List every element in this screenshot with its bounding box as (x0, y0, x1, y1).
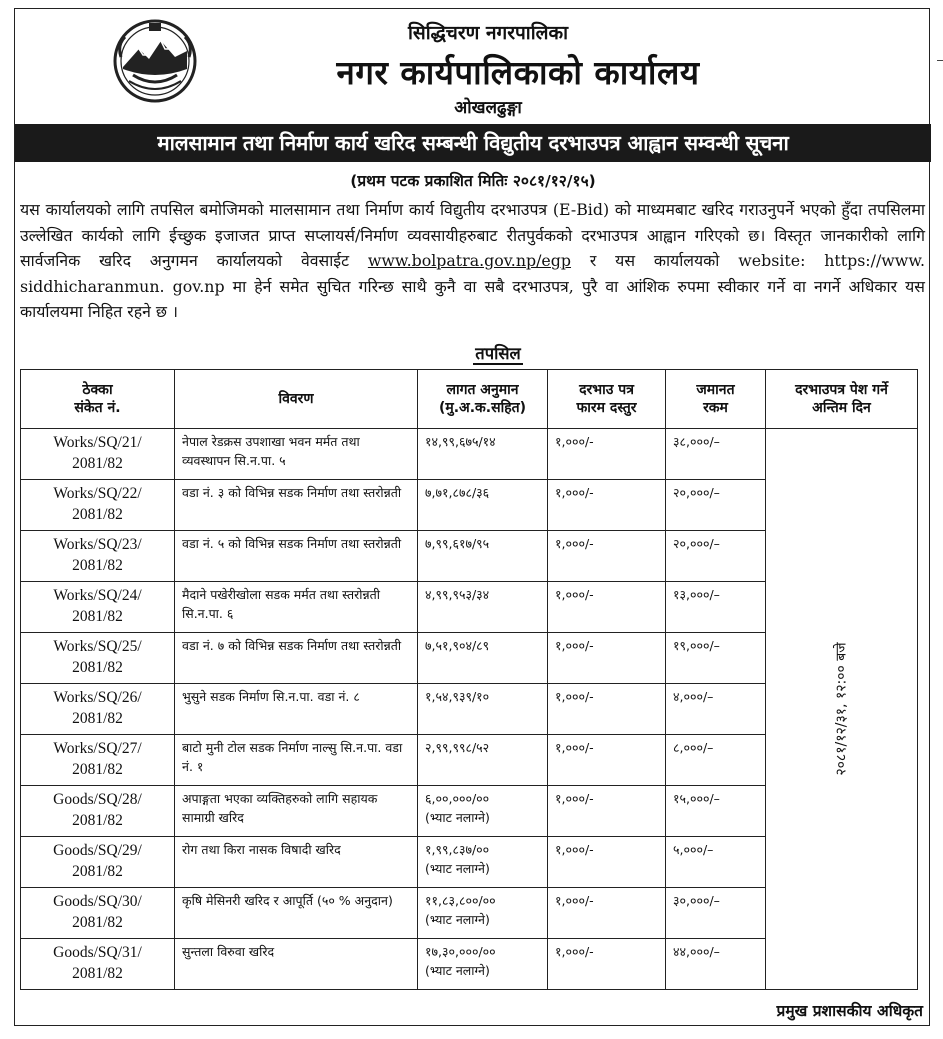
header-contract-code: ठेक्का संकेत नं. (21, 370, 175, 429)
bid-bond-cell: ८,०००/– (666, 735, 766, 786)
page-edge-mark (937, 60, 943, 61)
publish-date: (प्रथम पटक प्रकाशित मितिः २०८१/१२/१५) (350, 172, 596, 190)
contract-code-cell: Goods/SQ/28/ 2081/82 (21, 786, 175, 837)
bid-bond-cell: १५,०००/– (666, 786, 766, 837)
notice-title: मालसामान तथा निर्माण कार्य खरिद सम्बन्धी विद्युतीय दरभाउपत्र आह्वान सम्वन्धी सूचना (15, 124, 931, 162)
description-cell: मैदाने पखेरीखोला सडक मर्मत तथा स्तरोन्नती सि.न.पा. ६ (175, 582, 418, 633)
bid-bond-cell: ४,०००/– (666, 684, 766, 735)
letterhead (15, 9, 931, 121)
description-cell: कृषि मेसिनरी खरिद र आपूर्ति (५० % अनुदान) (175, 888, 418, 939)
description-cell: सुन्तला विरुवा खरिद (175, 939, 418, 990)
contract-code-cell: Works/SQ/21/ 2081/82 (21, 429, 175, 480)
cost-estimate-cell: १,९९,८३७/०० (भ्याट नलाग्ने) (418, 837, 548, 888)
cost-estimate-cell: ७,७१,८७८/३६ (418, 480, 548, 531)
bid-form-fee-cell: १,०००/- (548, 786, 666, 837)
office-title: नगर कार्यपालिकाको कार्यालय (336, 53, 700, 92)
bolpatra-link[interactable]: www.bolpatra.gov.np/egp (367, 251, 572, 270)
notice-body (20, 197, 925, 325)
contract-code-cell: Goods/SQ/31/ 2081/82 (21, 939, 175, 990)
header-bid-form-fee: दरभाउ पत्र फारम दस्तुर (548, 370, 666, 429)
contract-code-cell: Works/SQ/22/ 2081/82 (21, 480, 175, 531)
location-name: ओखलढुङ्गा (454, 98, 522, 118)
bid-bond-cell: ३८,०००/– (666, 429, 766, 480)
cost-estimate-cell: २,९९,९९८/५२ (418, 735, 548, 786)
deadline-cell (766, 429, 918, 990)
cost-estimate-cell: ६,००,०००/०० (भ्याट नलाग्ने) (418, 786, 548, 837)
description-cell: अपाङ्गता भएका व्यक्तिहरुको लागि सहायक सामाग्री खरिद (175, 786, 418, 837)
bid-form-fee-cell: १,०००/- (548, 480, 666, 531)
body-text-part2: र यस कार्यालयको website: https://www. siddhicharanmun. gov.np मा हेर्न समेत सुचित गरिन्छ साथै कुनै वा सबै दरभाउपत्र, पुरै वा आंशिक रुपमा स्वीकार गर्ने वा नगर्ने अधिकार यस कार्यालयमा निहित रहने छ । (20, 251, 925, 321)
table-header-row (21, 370, 918, 429)
cost-estimate-cell: ७,५१,९०४/८९ (418, 633, 548, 684)
header-description: विवरण (175, 370, 418, 429)
contract-code-cell: Goods/SQ/29/ 2081/82 (21, 837, 175, 888)
cost-estimate-cell: ४,९९,९५३/३४ (418, 582, 548, 633)
contract-code-cell: Works/SQ/25/ 2081/82 (21, 633, 175, 684)
bid-form-fee-cell: १,०००/- (548, 429, 666, 480)
header-deadline: दरभाउपत्र पेश गर्ने अन्तिम दिन (766, 370, 918, 429)
contract-code-cell: Goods/SQ/30/ 2081/82 (21, 888, 175, 939)
bid-form-fee-cell: १,०००/- (548, 735, 666, 786)
bid-form-fee-cell: १,०००/- (548, 582, 666, 633)
bid-form-fee-cell: १,०००/- (548, 939, 666, 990)
bid-bond-cell: २०,०००/– (666, 531, 766, 582)
description-cell: रोग तथा किरा नासक विषादी खरिद (175, 837, 418, 888)
contract-code-cell: Works/SQ/26/ 2081/82 (21, 684, 175, 735)
cost-estimate-cell: ७,९९,६१७/९५ (418, 531, 548, 582)
table-row (21, 429, 918, 480)
municipality-name: सिद्धिचरण नगरपालिका (407, 22, 569, 44)
bid-form-fee-cell: १,०००/- (548, 531, 666, 582)
bid-form-fee-cell: १,०००/- (548, 633, 666, 684)
header-cost-estimate: लागत अनुमान (मु.अ.क.सहित) (418, 370, 548, 429)
bid-form-fee-cell: १,०००/- (548, 888, 666, 939)
deadline-text: २०८१/१२/३१, १२:०० बजे (833, 642, 849, 776)
description-cell: नेपाल रेडक्रस उपशाखा भवन मर्मत तथा व्यवस्थापन सि.न.पा. ५ (175, 429, 418, 480)
contract-code-cell: Works/SQ/24/ 2081/82 (21, 582, 175, 633)
bid-bond-cell: ५,०००/– (666, 837, 766, 888)
cost-estimate-cell: १४,९९,६७५/१४ (418, 429, 548, 480)
description-cell: वडा नं. ३ को विभिन्न सडक निर्माण तथा स्तरोन्नती (175, 480, 418, 531)
cost-estimate-cell: १,५४,९३९/१० (418, 684, 548, 735)
description-cell: वडा नं. ७ को विभिन्न सडक निर्माण तथा स्तरोन्नती (175, 633, 418, 684)
schedule-heading: तपसिल (475, 344, 521, 363)
contract-code-cell: Works/SQ/27/ 2081/82 (21, 735, 175, 786)
notice-document (14, 8, 930, 1026)
bid-bond-cell: १९,०००/– (666, 633, 766, 684)
contract-code-cell: Works/SQ/23/ 2081/82 (21, 531, 175, 582)
bid-schedule-table (20, 369, 918, 990)
signatory-title: प्रमुख प्रशासकीय अधिकृत (776, 1002, 923, 1020)
header-bid-bond: जमानत रकम (666, 370, 766, 429)
bid-bond-cell: १३,०००/– (666, 582, 766, 633)
bid-bond-cell: ३०,०००/– (666, 888, 766, 939)
bid-bond-cell: २०,०००/– (666, 480, 766, 531)
cost-estimate-cell: ११,८३,८००/०० (भ्याट नलाग्ने) (418, 888, 548, 939)
body-text-part1: यस कार्यालयको लागि तपसिल बमोजिमको मालसामान तथा निर्माण कार्य विद्युतीय दरभाउपत्र (E-Bid) को माध्यमबाट खरिद गराउनुपर्ने भएको हुँदा तपसिलमा उल्लेखित कार्यको लागि ईच्छुक इजाजत प्राप्त सप्लायर्स/निर्माण व्यवसायीहरुबाट रीतपुर्वकको दरभाउपत्र आह्वान गरिएको छ। विस्तृत जानकारीको लागि सार्वजनिक खरिद अनुगमन कार्यालयको वेवसाईट (20, 200, 925, 270)
description-cell: बाटो मुनी टोल सडक निर्माण नाल्सु सि.न.पा. वडा नं. १ (175, 735, 418, 786)
bid-form-fee-cell: १,०००/- (548, 837, 666, 888)
bid-bond-cell: ४४,०००/– (666, 939, 766, 990)
bid-form-fee-cell: १,०००/- (548, 684, 666, 735)
description-cell: भुसुने सडक निर्माण सि.न.पा. वडा नं. ८ (175, 684, 418, 735)
description-cell: वडा नं. ५ को विभिन्न सडक निर्माण तथा स्तरोन्नती (175, 531, 418, 582)
cost-estimate-cell: १७,३०,०००/०० (भ्याट नलाग्ने) (418, 939, 548, 990)
